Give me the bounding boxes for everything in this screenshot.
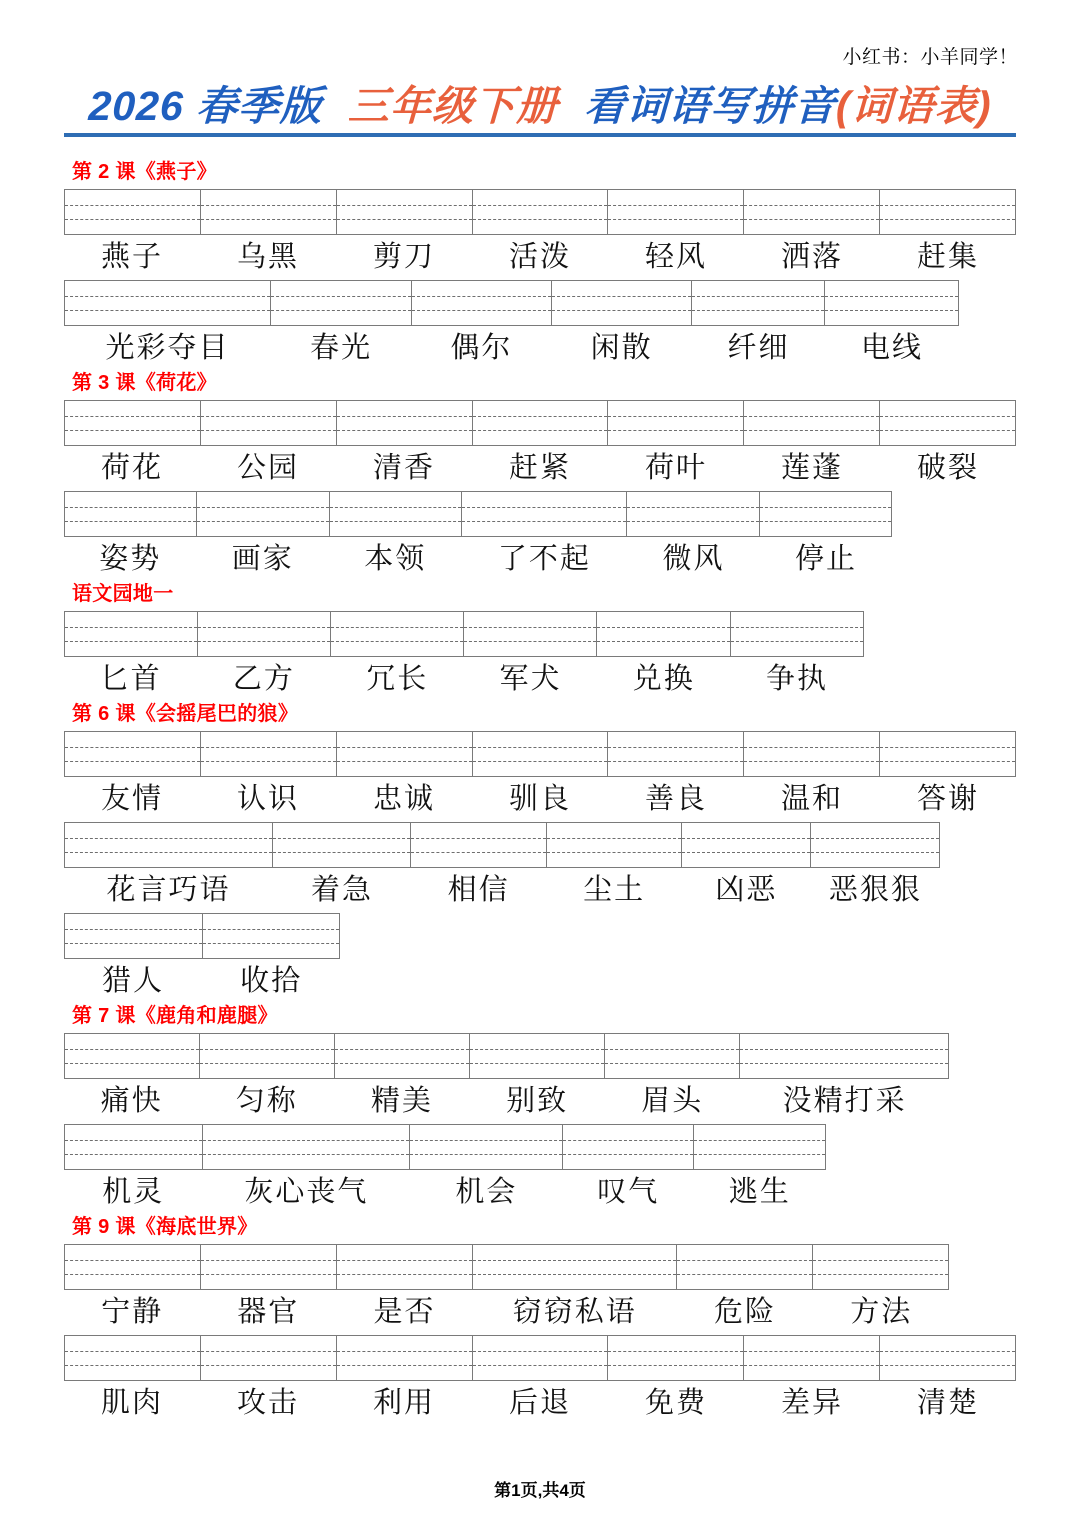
word-label: 没精打采: [782, 1083, 907, 1118]
word-row: [64, 731, 1016, 818]
lesson-heading: 第 6 课《会摇尾巴的狼》: [72, 703, 299, 726]
word-label-row: [64, 778, 1016, 818]
word-label: 燕子: [100, 239, 163, 273]
pinyin-grid: [64, 189, 1016, 235]
pinyin-grid: [64, 1033, 949, 1079]
pinyin-write-cell[interactable]: [740, 1034, 948, 1078]
word-label: 匀称: [235, 1083, 298, 1118]
word-label-row: [64, 1382, 1016, 1422]
pinyin-write-cell[interactable]: [65, 823, 273, 867]
lesson-section: [64, 371, 1016, 578]
word-label: 荷花: [100, 450, 163, 485]
pinyin-write-cell[interactable]: [337, 732, 473, 776]
pinyin-grid: [64, 611, 864, 657]
pinyin-write-cell[interactable]: [473, 1245, 677, 1289]
pinyin-write-cell[interactable]: [412, 281, 552, 325]
lesson-heading: 第 7 课《鹿角和鹿腿》: [72, 1005, 278, 1028]
pinyin-write-cell[interactable]: [760, 492, 891, 536]
pinyin-write-cell[interactable]: [744, 732, 880, 776]
pinyin-write-cell[interactable]: [880, 1336, 1015, 1380]
pinyin-write-cell[interactable]: [605, 1034, 740, 1078]
pinyin-write-cell[interactable]: [473, 1336, 609, 1380]
word-row: [64, 913, 340, 1000]
word-label: 军犬: [499, 661, 562, 696]
pinyin-write-cell[interactable]: [65, 1245, 201, 1289]
word-label: 电线: [861, 330, 924, 365]
pinyin-write-cell[interactable]: [201, 190, 337, 234]
word-label: 痛快: [100, 1083, 163, 1118]
pinyin-write-cell[interactable]: [197, 492, 329, 536]
word-label: 清楚: [916, 1385, 979, 1420]
title-part-suffix: (词语表): [835, 83, 993, 129]
pinyin-write-cell[interactable]: [608, 732, 744, 776]
word-row: [64, 1335, 1016, 1422]
word-label: 后退: [508, 1385, 571, 1420]
pinyin-write-cell[interactable]: [744, 190, 880, 234]
pinyin-write-cell[interactable]: [597, 612, 730, 656]
word-row: [64, 611, 864, 698]
pinyin-grid: [64, 913, 340, 959]
word-label: 相信: [447, 872, 510, 907]
pinyin-write-cell[interactable]: [201, 1245, 337, 1289]
word-label-row: [64, 1291, 949, 1331]
word-label: 猎人: [102, 963, 165, 998]
pinyin-write-cell[interactable]: [825, 281, 958, 325]
pinyin-write-cell[interactable]: [271, 281, 411, 325]
pinyin-write-cell[interactable]: [473, 401, 609, 445]
word-label-row: [64, 960, 340, 1000]
pinyin-write-cell[interactable]: [65, 492, 197, 536]
word-label: 是否: [373, 1294, 436, 1329]
word-label: 姿势: [99, 541, 162, 576]
word-label: 破裂: [916, 450, 979, 485]
word-label: 窃窃私语: [512, 1294, 637, 1329]
word-label-row: [64, 327, 959, 367]
word-label: 灰心丧气: [244, 1174, 369, 1209]
pinyin-write-cell[interactable]: [65, 612, 198, 656]
word-row: [64, 1124, 826, 1211]
pinyin-grid: [64, 731, 1016, 777]
pinyin-write-cell[interactable]: [744, 1336, 880, 1380]
word-label: 机会: [455, 1174, 518, 1209]
word-label: 微风: [662, 541, 725, 576]
word-label: 认识: [236, 781, 299, 816]
pinyin-write-cell[interactable]: [563, 1125, 695, 1169]
word-label: 答谢: [916, 781, 979, 816]
word-label: 友情: [100, 781, 163, 816]
word-label: 莲蓬: [780, 450, 843, 485]
pinyin-write-cell[interactable]: [203, 1125, 410, 1169]
pinyin-write-cell[interactable]: [200, 1034, 335, 1078]
pinyin-write-cell[interactable]: [201, 732, 337, 776]
lesson-section: [64, 702, 1016, 1000]
pinyin-grid: [64, 400, 1016, 446]
pinyin-grid: [64, 491, 892, 537]
pinyin-write-cell[interactable]: [731, 612, 863, 656]
pinyin-write-cell[interactable]: [677, 1245, 813, 1289]
word-label: 花言巧语: [106, 872, 231, 907]
word-label: 方法: [850, 1294, 913, 1329]
word-label: 免费: [644, 1385, 707, 1420]
pinyin-write-cell[interactable]: [552, 281, 692, 325]
word-label: 公园: [236, 450, 299, 485]
word-row: [64, 400, 1016, 487]
word-label: 匕首: [99, 661, 162, 696]
page-footer: 第1页,共4页: [494, 1481, 586, 1500]
pinyin-write-cell[interactable]: [330, 492, 462, 536]
word-label: 赶紧: [508, 450, 571, 485]
lesson-heading: 语文园地一: [72, 583, 174, 606]
word-row: [64, 1244, 949, 1331]
word-row: [64, 189, 1016, 276]
word-label: 乙方: [232, 661, 295, 696]
word-row: [64, 491, 892, 578]
pinyin-grid: [64, 1124, 826, 1170]
word-label: 驯良: [508, 781, 571, 816]
word-label: 争执: [766, 661, 829, 696]
pinyin-write-cell[interactable]: [880, 401, 1015, 445]
word-label: 器官: [237, 1294, 300, 1329]
word-label: 眉头: [641, 1083, 704, 1118]
pinyin-write-cell[interactable]: [335, 1034, 470, 1078]
pinyin-write-cell[interactable]: [201, 1336, 337, 1380]
word-label-row: [64, 1171, 826, 1211]
word-label: 着急: [310, 872, 373, 907]
title-text: [63, 84, 1017, 130]
pinyin-write-cell[interactable]: [65, 1034, 200, 1078]
pinyin-write-cell[interactable]: [65, 914, 203, 958]
word-label-row: [64, 658, 864, 698]
pinyin-grid: [64, 1335, 1016, 1381]
lesson-section: [64, 1004, 1016, 1211]
word-label: 利用: [372, 1385, 435, 1420]
word-label: 冗长: [366, 661, 429, 696]
word-label: 叹气: [597, 1174, 660, 1209]
word-label: 荷叶: [644, 450, 707, 485]
word-label: 停止: [794, 541, 857, 576]
word-label: 凶恶: [715, 872, 778, 907]
word-label: 恶狠狠: [828, 872, 922, 907]
word-label: 偶尔: [450, 330, 513, 365]
word-label-row: [64, 869, 940, 909]
word-label: 逃生: [728, 1174, 791, 1209]
pinyin-write-cell[interactable]: [462, 492, 627, 536]
word-label: 危险: [714, 1294, 777, 1329]
word-label-row: [64, 447, 1016, 487]
word-label-row: [64, 236, 1016, 276]
word-label: 忠诚: [372, 781, 435, 816]
pinyin-write-cell[interactable]: [65, 281, 271, 325]
word-label: 了不起: [497, 541, 591, 576]
pinyin-write-cell[interactable]: [627, 492, 759, 536]
pinyin-write-cell[interactable]: [811, 823, 939, 867]
word-label: 机灵: [102, 1174, 165, 1209]
pinyin-write-cell[interactable]: [880, 732, 1015, 776]
pinyin-grid: [64, 280, 959, 326]
pinyin-write-cell[interactable]: [411, 823, 546, 867]
pinyin-write-cell[interactable]: [337, 401, 473, 445]
pinyin-write-cell[interactable]: [65, 1125, 203, 1169]
pinyin-write-cell[interactable]: [337, 1245, 473, 1289]
word-row: [64, 1033, 949, 1120]
word-label: 乌黑: [236, 239, 299, 273]
pinyin-write-cell[interactable]: [65, 190, 201, 234]
word-label: 纤细: [727, 330, 790, 365]
pinyin-write-cell[interactable]: [65, 732, 201, 776]
word-row: [64, 822, 940, 909]
word-label: 剪刀: [372, 239, 435, 273]
word-label: 攻击: [236, 1385, 299, 1420]
lesson-heading: 第 2 课《燕子》: [72, 161, 217, 183]
pinyin-write-cell[interactable]: [410, 1125, 562, 1169]
word-label: 尘土: [583, 872, 646, 907]
word-label: 精美: [370, 1083, 433, 1118]
pinyin-write-cell[interactable]: [65, 401, 201, 445]
word-label: 宁静: [101, 1294, 164, 1329]
watermark-credit: 小红书：小羊同学！: [842, 47, 1018, 68]
lesson-section: [64, 160, 1016, 367]
title-part-subject: 看词语写拼音: [583, 83, 837, 129]
pinyin-write-cell[interactable]: [201, 401, 337, 445]
worksheet-content: [64, 160, 1016, 1426]
lesson-section: [64, 1215, 1016, 1422]
word-label: 画家: [231, 541, 294, 576]
pinyin-write-cell[interactable]: [473, 190, 609, 234]
lesson-heading: 第 9 课《海底世界》: [72, 1216, 258, 1239]
word-label: 温和: [780, 781, 843, 816]
pinyin-write-cell[interactable]: [337, 1336, 473, 1380]
pinyin-write-cell[interactable]: [880, 190, 1015, 234]
pinyin-grid: [64, 1244, 949, 1290]
word-label: 兑换: [632, 661, 695, 696]
pinyin-write-cell[interactable]: [608, 401, 744, 445]
pinyin-write-cell[interactable]: [198, 612, 331, 656]
pinyin-write-cell[interactable]: [203, 914, 340, 958]
word-label: 春光: [310, 330, 373, 365]
pinyin-write-cell[interactable]: [744, 401, 880, 445]
word-label: 活泼: [508, 239, 571, 273]
word-label: 肌肉: [100, 1385, 163, 1420]
title-underline: [64, 133, 1016, 137]
pinyin-write-cell[interactable]: [273, 823, 411, 867]
word-label: 闲散: [590, 330, 653, 365]
title-part-year: 2026 春季版: [87, 83, 323, 129]
word-label: 清香: [372, 450, 435, 485]
word-label: 别致: [506, 1083, 569, 1118]
title-part-grade: 三年级下册: [347, 83, 559, 129]
word-row: [64, 280, 959, 367]
word-label: 善良: [644, 781, 707, 816]
pinyin-write-cell[interactable]: [331, 612, 464, 656]
word-label: 差异: [780, 1385, 843, 1420]
pinyin-write-cell[interactable]: [682, 823, 811, 867]
pinyin-write-cell[interactable]: [65, 1336, 201, 1380]
pinyin-write-cell[interactable]: [464, 612, 597, 656]
pinyin-write-cell[interactable]: [694, 1125, 825, 1169]
word-label: 收拾: [240, 963, 303, 998]
pinyin-write-cell[interactable]: [547, 823, 682, 867]
word-label: 赶集: [916, 239, 979, 273]
word-label: 光彩夺目: [105, 330, 230, 365]
word-label-row: [64, 538, 892, 578]
pinyin-write-cell[interactable]: [473, 732, 609, 776]
word-label-row: [64, 1080, 949, 1120]
lesson-section: [64, 582, 1016, 698]
pinyin-write-cell[interactable]: [608, 1336, 744, 1380]
word-label: 洒落: [780, 239, 843, 273]
pinyin-write-cell[interactable]: [692, 281, 826, 325]
page-title: [64, 84, 1016, 137]
pinyin-write-cell[interactable]: [608, 190, 744, 234]
pinyin-grid: [64, 822, 940, 868]
pinyin-write-cell[interactable]: [813, 1245, 948, 1289]
word-label: 轻风: [644, 239, 707, 273]
word-label: 本领: [364, 541, 427, 576]
lesson-heading: 第 3 课《荷花》: [72, 372, 217, 395]
pinyin-write-cell[interactable]: [470, 1034, 605, 1078]
pinyin-write-cell[interactable]: [337, 190, 473, 234]
